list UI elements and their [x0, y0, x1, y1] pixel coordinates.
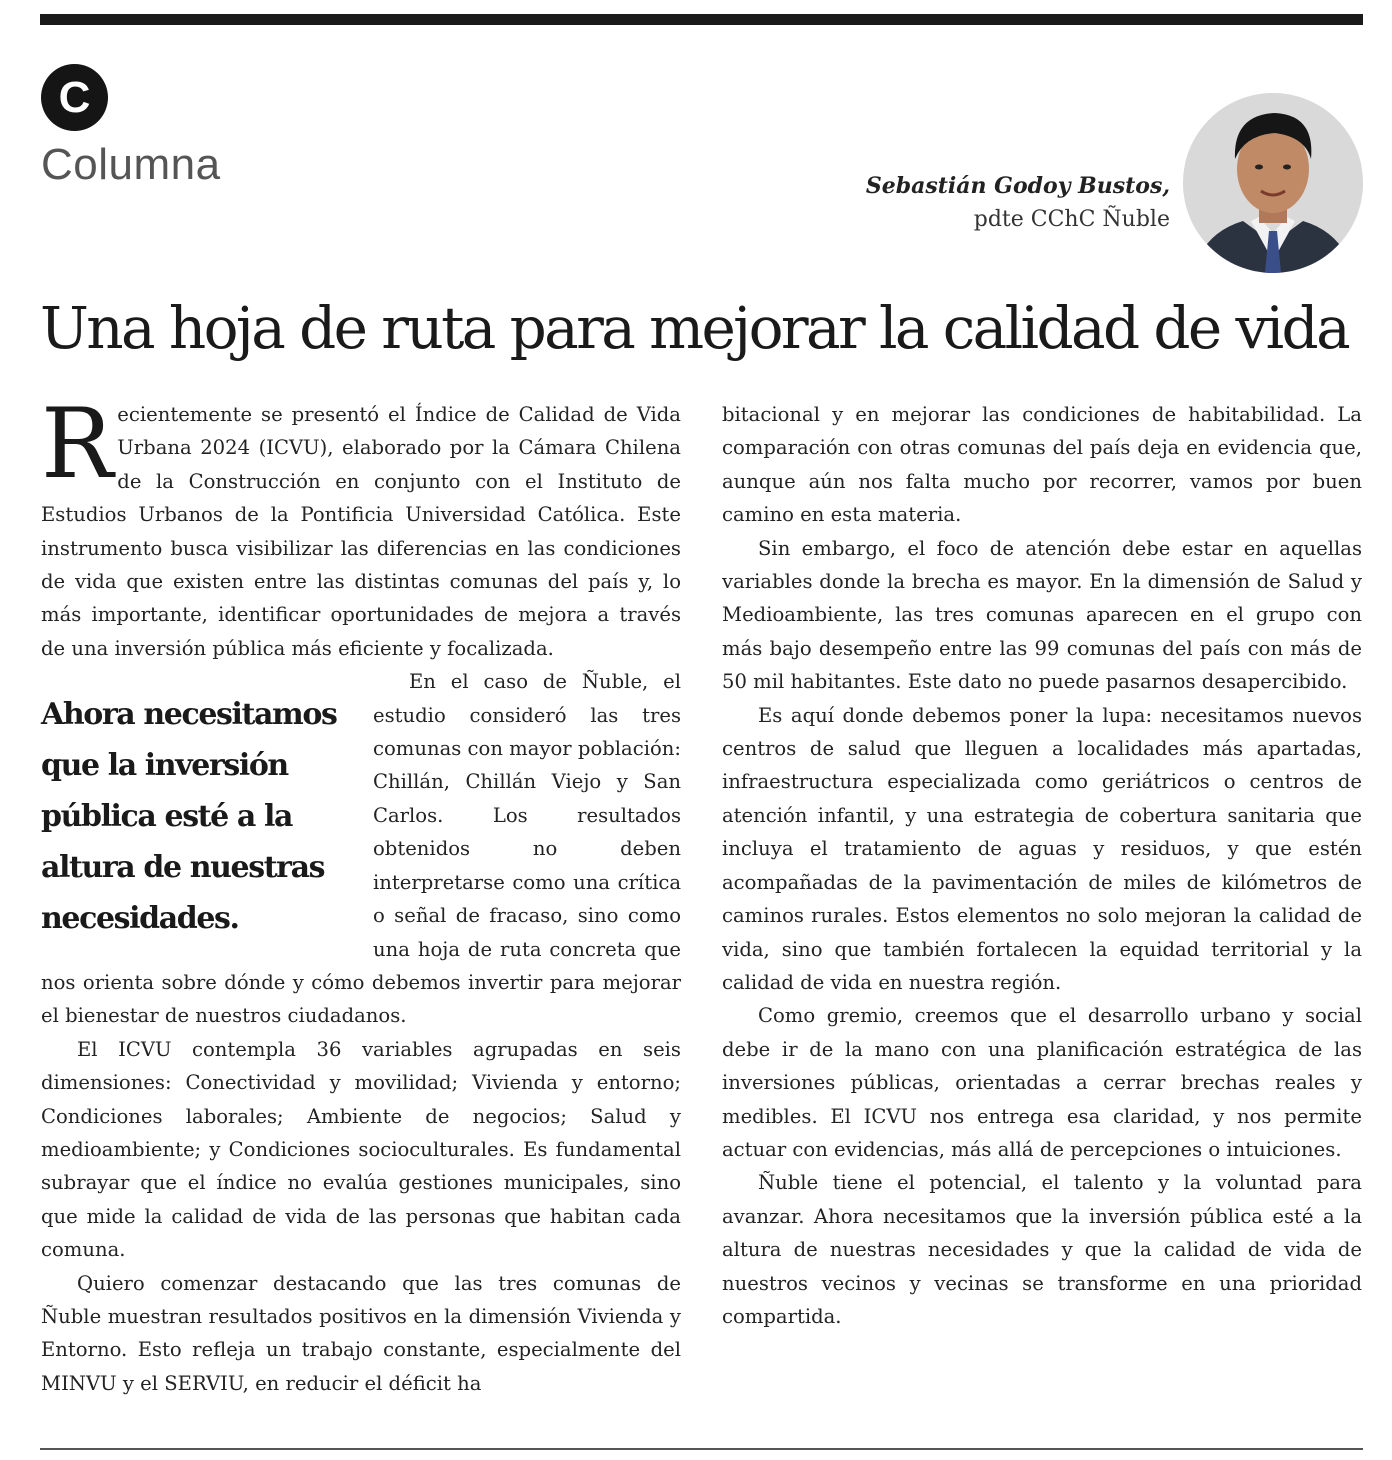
paragraph-6: Es aquí donde debemos poner la lupa: necesitamos nuevos centros de salud que lleguen a localidades más apartadas, infraestructura especializada como geriátricos o centros de atención infantil, y una estrategia de cobertura sanitaria que incluya el tratamiento de aguas y residuos, y que estén acompañadas de la pavimentación de miles de kilómetros de caminos rurales. Estos elementos no solo mejoran la calidad de vida, sino que también fortalecen la equidad territorial y la calidad de vida en nuestra región. — [722, 703, 1362, 994]
paragraph-2: En el caso de Ñuble, el estudio consideró las tres comunas con mayor población: Chillán, Chillán Viejo y San Carlos. Los resultados obtenidos no deben interpretarse como una crítica o señal de fracaso, sino como una hoja de ruta concreta que nos orienta sobre dónde y cómo debemos invertir para mejorar el bienestar de nuestros ciudadanos. — [41, 670, 681, 1028]
author-photo — [1183, 93, 1363, 273]
paragraph-1-text: ecientemente se presentó el Índice de Calidad de Vida Urbana 2024 (ICVU), elaborado por la Cámara Chilena de la Construcción en conjunto con el Instituto de Estudios Urbanos de la Pontificia Universidad Católica. Este instrumento busca visibilizar las diferencias en las condiciones de vida que existen entre las distintas comunas del país y, lo más importante, identificar oportunidades de mejora a través de una inversión pública más eficiente y focalizada. — [41, 403, 681, 660]
byline — [866, 170, 1170, 236]
section-badge: C — [41, 64, 108, 131]
paragraph-8: Ñuble tiene el potencial, el talento y la voluntad para avanzar. Ahora necesitamos que la inversión pública esté a la altura de nuestras necesidades y que la calidad de vida de nuestros vecinos y vecinas se transforme en una prioridad compartida. — [722, 1171, 1362, 1328]
headline: Una hoja de ruta para mejorar la calidad de vida — [40, 294, 1349, 362]
paragraph-5: Sin embargo, el foco de atención debe estar en aquellas variables donde la brecha es mayor. En la dimensión de Salud y Medioambiente, las tres comunas aparecen en el grupo con más bajo desempeño entre las 99 comunas del país con más de 50 mil habitantes. Este dato no puede pasarnos desapercibido. — [722, 536, 1362, 694]
section-label: Columna — [41, 140, 221, 189]
article-column-left — [41, 388, 681, 1400]
author-role: pdte CChC Ñuble — [973, 207, 1170, 232]
top-rule — [40, 14, 1363, 25]
paragraph-3: El ICVU contempla 36 variables agrupadas en seis dimensiones: Conectividad y movilidad; Vivienda y entorno; Condiciones laborales; Ambiente de negocios; Salud y medioambiente; y Condiciones socioculturales. Es fundamental subrayar que el índice no evalúa gestiones municipales, sino que mide la calidad de vida de las personas que habitan cada comuna. — [41, 1037, 681, 1262]
pull-quote: Ahora necesitamos que la inversión pública esté a la altura de nuestras necesidades. — [41, 697, 337, 937]
drop-cap: R — [41, 388, 114, 500]
article-column-right — [722, 398, 1362, 1333]
paragraph-7: Como gremio, creemos que el desarrollo urbano y social debe ir de la mano con una planificación estratégica de las inversiones públicas, orientadas a cerrar brechas reales y medibles. El ICVU nos entrega esa claridad, y nos permite actuar con evidencias, más allá de percepciones o intuiciones. — [722, 1004, 1362, 1161]
paragraph-4-continued: bitacional y en mejorar las condiciones de habitabilidad. La comparación con otras comunas del país deja en evidencia que, aunque aún nos falta mucho por recorrer, vamos por buen camino en esta materia. — [722, 403, 1362, 527]
bottom-rule — [40, 1448, 1363, 1450]
author-portrait-icon — [1183, 93, 1363, 273]
paragraph-1 — [41, 388, 681, 665]
author-name: Sebastián Godoy Bustos, — [865, 173, 1170, 199]
paragraph-4: Quiero comenzar destacando que las tres comunas de Ñuble muestran resultados positivos en la dimensión Vivienda y Entorno. Esto refleja un trabajo constante, especialmente del MINVU y el SERVIU, en reducir el déficit ha — [41, 1271, 681, 1395]
